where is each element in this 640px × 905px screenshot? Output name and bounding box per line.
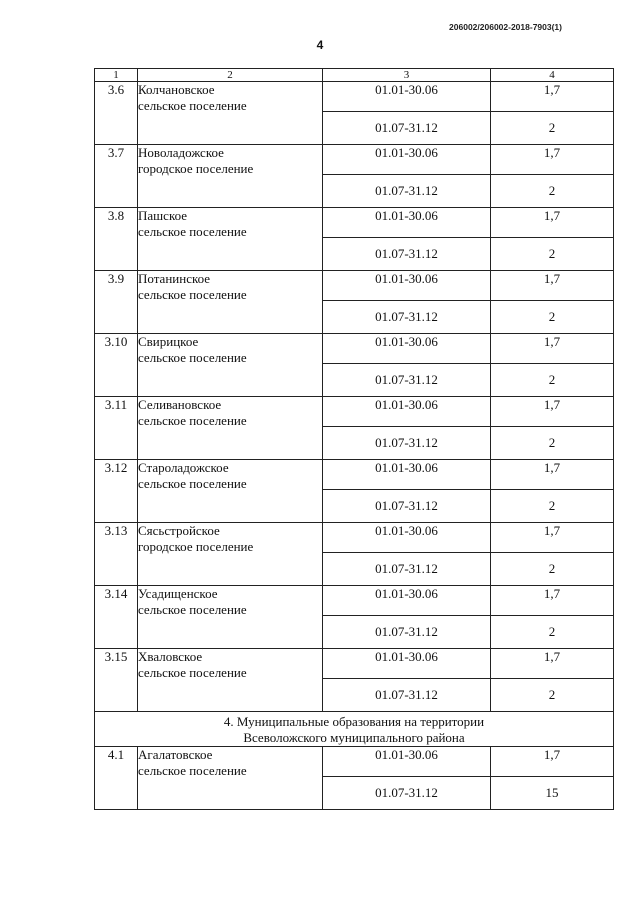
row-number: 3.9: [95, 271, 138, 334]
value-cell: 2: [491, 238, 614, 271]
period-cell: 01.01-30.06: [323, 649, 491, 679]
period-cell: 01.01-30.06: [323, 397, 491, 427]
settlement-name: [138, 586, 323, 649]
period-cell: 01.01-30.06: [323, 145, 491, 175]
value-cell: 1,7: [491, 649, 614, 679]
settlement-name: [138, 523, 323, 586]
value-cell: 1,7: [491, 397, 614, 427]
table-row: [95, 747, 614, 777]
row-number: 3.8: [95, 208, 138, 271]
row-number: 3.14: [95, 586, 138, 649]
period-cell: 01.07-31.12: [323, 175, 491, 208]
period-cell: 01.01-30.06: [323, 747, 491, 777]
table-row: [95, 649, 614, 679]
row-number: 3.11: [95, 397, 138, 460]
row-number: 4.1: [95, 747, 138, 810]
row-number: 3.15: [95, 649, 138, 712]
settlement-type-line: городское поселение: [138, 161, 254, 176]
table-row: [95, 208, 614, 238]
period-cell: 01.01-30.06: [323, 208, 491, 238]
settlement-type-line: сельское поселение: [138, 224, 247, 239]
settlement-name-line: Селивановское: [138, 397, 222, 412]
section-title: [95, 712, 614, 747]
row-number: 3.13: [95, 523, 138, 586]
section-title-line: Всеволожского муниципального района: [243, 730, 465, 745]
value-cell: 1,7: [491, 586, 614, 616]
settlement-name-line: Хваловское: [138, 649, 203, 664]
settlement-name-line: Пашское: [138, 208, 188, 223]
table-row: [95, 82, 614, 112]
value-cell: 2: [491, 364, 614, 397]
section-title-line: 4. Муниципальные образования на территории: [223, 714, 485, 729]
settlement-name: [138, 747, 323, 810]
period-cell: 01.07-31.12: [323, 616, 491, 649]
column-header: 4: [491, 69, 614, 82]
table-row: [95, 460, 614, 490]
period-cell: 01.01-30.06: [323, 271, 491, 301]
value-cell: 2: [491, 490, 614, 523]
column-header: 3: [323, 69, 491, 82]
value-cell: 1,7: [491, 208, 614, 238]
document-id: 206002/206002-2018-7903(1): [449, 22, 562, 32]
value-cell: 2: [491, 679, 614, 712]
period-cell: 01.07-31.12: [323, 238, 491, 271]
settlement-name-line: Сясьстройское: [138, 523, 220, 538]
settlement-name: [138, 208, 323, 271]
row-number: 3.7: [95, 145, 138, 208]
period-cell: 01.07-31.12: [323, 679, 491, 712]
settlement-name-line: Колчановское: [138, 82, 215, 97]
settlement-name-line: Староладожское: [138, 460, 229, 475]
period-cell: 01.07-31.12: [323, 301, 491, 334]
value-cell: 2: [491, 175, 614, 208]
settlement-type-line: сельское поселение: [138, 98, 247, 113]
period-cell: 01.07-31.12: [323, 427, 491, 460]
value-cell: 1,7: [491, 82, 614, 112]
column-header: 2: [138, 69, 323, 82]
table-row: [95, 397, 614, 427]
table-row: [95, 523, 614, 553]
value-cell: 1,7: [491, 460, 614, 490]
row-number: 3.12: [95, 460, 138, 523]
settlement-name: [138, 145, 323, 208]
value-cell: 2: [491, 112, 614, 145]
table-row: [95, 334, 614, 364]
settlement-type-line: сельское поселение: [138, 763, 247, 778]
value-cell: 1,7: [491, 523, 614, 553]
period-cell: 01.07-31.12: [323, 364, 491, 397]
value-cell: 2: [491, 616, 614, 649]
row-number: 3.6: [95, 82, 138, 145]
period-cell: 01.01-30.06: [323, 334, 491, 364]
settlement-type-line: сельское поселение: [138, 413, 247, 428]
column-header: 1: [95, 69, 138, 82]
settlement-type-line: сельское поселение: [138, 476, 247, 491]
period-cell: 01.07-31.12: [323, 112, 491, 145]
table-row: [95, 145, 614, 175]
settlement-name: [138, 334, 323, 397]
settlement-name-line: Свирицкое: [138, 334, 199, 349]
section-row: [95, 712, 614, 747]
settlement-name-line: Агалатовское: [138, 747, 213, 762]
value-cell: 1,7: [491, 271, 614, 301]
period-cell: 01.01-30.06: [323, 523, 491, 553]
table-row: [95, 586, 614, 616]
value-cell: 1,7: [491, 145, 614, 175]
row-number: 3.10: [95, 334, 138, 397]
settlement-type-line: сельское поселение: [138, 665, 247, 680]
table-header-row: [95, 69, 614, 82]
page-number: 4: [316, 38, 324, 52]
settlement-type-line: сельское поселение: [138, 287, 247, 302]
settlement-name: [138, 649, 323, 712]
settlement-name: [138, 82, 323, 145]
value-cell: 1,7: [491, 747, 614, 777]
settlement-type-line: городское поселение: [138, 539, 254, 554]
rates-table: [94, 68, 614, 810]
value-cell: 2: [491, 301, 614, 334]
settlement-name-line: Усадищенское: [138, 586, 218, 601]
settlement-name-line: Потанинское: [138, 271, 211, 286]
settlement-name-line: Новоладожское: [138, 145, 224, 160]
settlement-name: [138, 460, 323, 523]
value-cell: 2: [491, 553, 614, 586]
settlement-type-line: сельское поселение: [138, 350, 247, 365]
settlement-name: [138, 397, 323, 460]
value-cell: 1,7: [491, 334, 614, 364]
period-cell: 01.01-30.06: [323, 460, 491, 490]
settlement-name: [138, 271, 323, 334]
settlement-type-line: сельское поселение: [138, 602, 247, 617]
value-cell: 15: [491, 777, 614, 810]
period-cell: 01.07-31.12: [323, 777, 491, 810]
table-row: [95, 271, 614, 301]
period-cell: 01.01-30.06: [323, 586, 491, 616]
period-cell: 01.01-30.06: [323, 82, 491, 112]
period-cell: 01.07-31.12: [323, 553, 491, 586]
period-cell: 01.07-31.12: [323, 490, 491, 523]
value-cell: 2: [491, 427, 614, 460]
